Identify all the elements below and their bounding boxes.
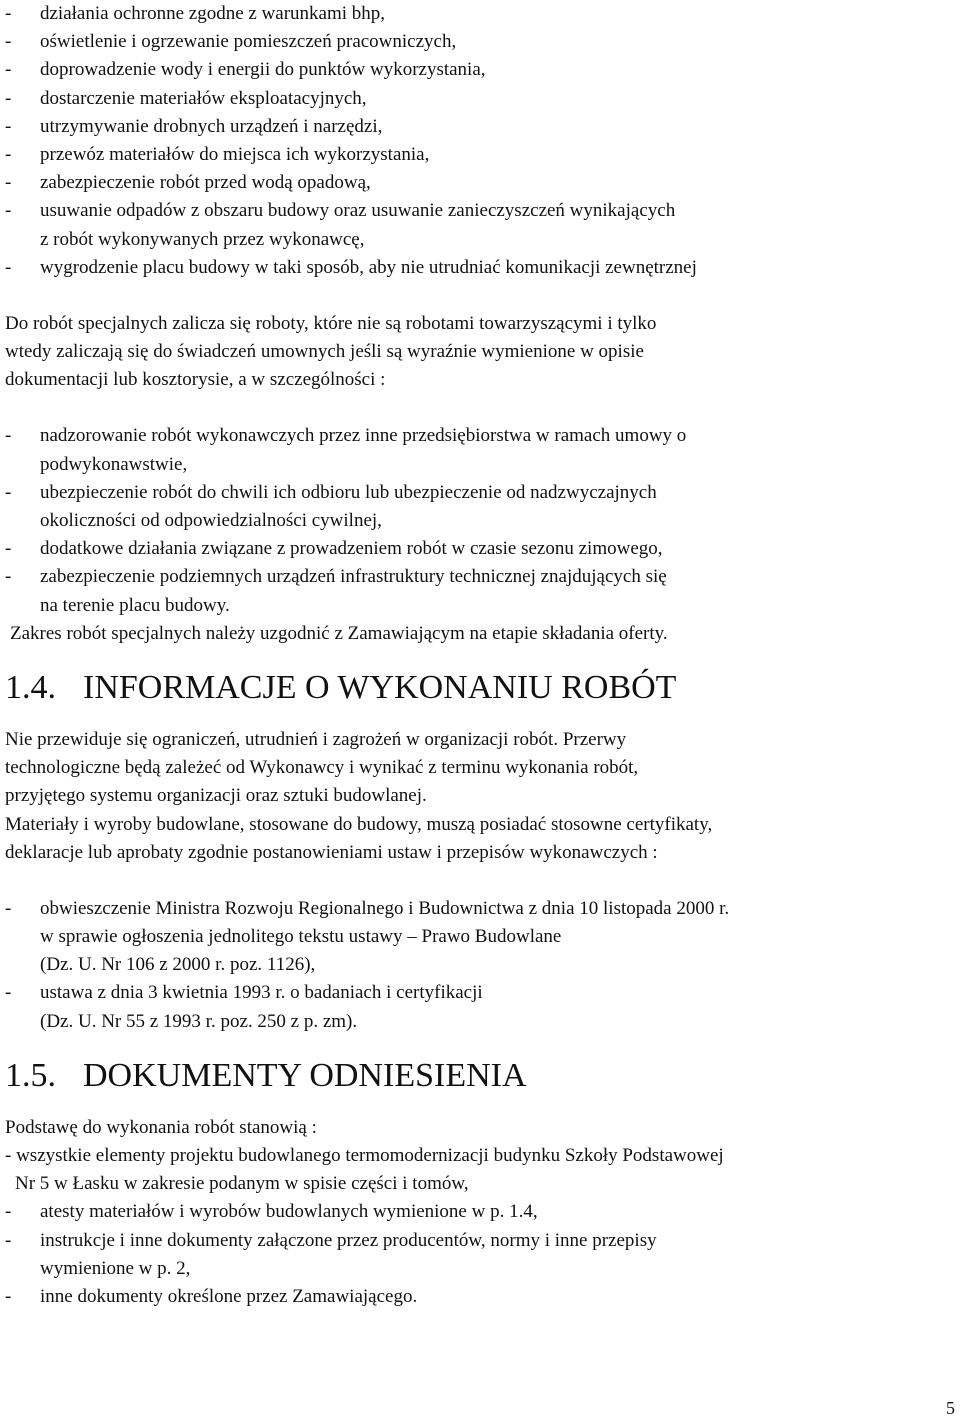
dash: - [5, 143, 12, 165]
list-item-text-cont: w sprawie ogłoszenia jednolitego tekstu ustawy – Prawo Budowlane [40, 926, 562, 948]
paragraph-line: Materiały i wyroby budowlane, stosowane do budowy, muszą posiadać stosowne certyfikaty, [5, 813, 713, 835]
list-item-text-cont: (Dz. U. Nr 55 z 1993 r. poz. 250 z p. zm). [40, 1010, 358, 1032]
list-item-text: doprowadzenie wody i energii do punktów wykorzystania, [40, 59, 486, 81]
list-item-text: przewóz materiałów do miejsca ich wykorzystania, [40, 143, 430, 165]
list-item [5, 56, 950, 84]
list-item-text-cont: na terenie placu budowy. [40, 594, 230, 616]
works-list [5, 0, 950, 282]
list-item [5, 563, 950, 619]
list-item-text: zabezpieczenie robót przed wodą opadową, [40, 172, 371, 194]
dash: - [5, 87, 12, 109]
list-item [5, 85, 950, 113]
list-item-text: instrukcje i inne dokumenty załączone przez producentów, normy i inne przepisy [40, 1229, 657, 1251]
paragraph-line: wtedy zaliczają się do świadczeń umownych jeśli są wyraźnie wymienione w opisie [5, 341, 644, 363]
dash: - [5, 115, 12, 137]
document-page [5, 0, 950, 1311]
list-item [5, 169, 950, 197]
list-item-text: działania ochronne zgodne z warunkami bhp, [40, 3, 386, 24]
dash: - [5, 425, 12, 447]
regulations-list [5, 895, 950, 1036]
paragraph-line: dokumentacji lub kosztorysie, a w szczególności : [5, 369, 386, 391]
list-item [5, 197, 950, 253]
list-item-text-cont: okoliczności od odpowiedzialności cywilnej, [40, 510, 382, 531]
list-item-text: obwieszczenie Ministra Rozwoju Regionalnego i Budownictwa z dnia 10 listopada 2000 r. [40, 897, 730, 919]
list-item-text: dostarczenie materiałów eksploatacyjnych, [40, 87, 367, 109]
list-item [5, 0, 950, 28]
list-item-text-cont: wymienione w p. 2, [40, 1257, 191, 1279]
section-title: DOKUMENTY ODNIESIENIA [83, 1056, 527, 1094]
list-item-text: inne dokumenty określone przez Zamawiającego. [40, 1285, 418, 1307]
list-item-text-cont: z robót wykonywanych przez wykonawcę, [40, 228, 365, 250]
list-item [5, 1198, 950, 1226]
paragraph-line: Do robót specjalnych zalicza się roboty, które nie są robotami towarzyszącymi i tylko [5, 312, 657, 334]
list-item-text: - wszystkie elementy projektu budowlanego termomodernizacji budynku Szkoły Podstawowej [5, 1145, 724, 1166]
reference-documents-list [5, 1142, 950, 1311]
list-item [5, 535, 950, 563]
list-item-text: ubezpieczenie robót do chwili ich odbioru lub ubezpieczenie od nadzwyczajnych [40, 481, 657, 503]
dash: - [5, 200, 12, 222]
dash: - [5, 481, 12, 503]
list-item [5, 28, 950, 56]
section-number: 1.4. [5, 668, 56, 706]
list-item [5, 141, 950, 169]
dash: - [5, 59, 12, 81]
paragraph-line: deklaracje lub aprobaty zgodnie postanowieniami ustaw i przepisów wykonawczych : [5, 841, 658, 863]
list-item [5, 254, 950, 282]
dash: - [5, 538, 12, 560]
special-works-list [5, 422, 950, 619]
list-item [5, 895, 950, 980]
list-item-text: ustawa z dnia 3 kwietnia 1993 r. o badaniach i certyfikacji [40, 982, 483, 1004]
paragraph-line: Nie przewiduje się ograniczeń, utrudnień i zagrożeń w organizacji robót. Przerwy [5, 728, 627, 750]
paragraph-line: przyjętego systemu organizacji oraz sztuki budowlanej. [5, 785, 427, 807]
dash: - [5, 897, 12, 919]
special-works-note: Zakres robót specjalnych należy uzgodnić z Zamawiającym na etapie składania oferty. [10, 622, 668, 644]
list-item [5, 1283, 950, 1311]
list-item-text: utrzymywanie drobnych urządzeń i narzędzi, [40, 115, 383, 137]
section-1-4-paragraph [5, 726, 950, 867]
list-item-text: wygrodzenie placu budowy w taki sposób, aby nie utrudniać komunikacji zewnętrznej [40, 256, 697, 278]
dash: - [5, 3, 12, 24]
section-number: 1.5. [5, 1056, 56, 1094]
section-1-5-intro: Podstawę do wykonania robót stanowią : [5, 1116, 317, 1138]
dash: - [5, 1285, 12, 1307]
dash: - [5, 982, 12, 1004]
section-title: INFORMACJE O WYKONANIU ROBÓT [83, 668, 677, 706]
list-item-text-cont: podwykonawstwie, [40, 453, 188, 475]
list-item [5, 479, 950, 535]
special-works-paragraph [5, 310, 950, 395]
list-item [5, 113, 950, 141]
section-heading-1-4 [5, 668, 950, 708]
list-item-text: usuwanie odpadów z obszaru budowy oraz usuwanie zanieczyszczeń wynikających [40, 200, 676, 222]
list-item [5, 422, 950, 478]
paragraph-line: technologiczne będą zależeć od Wykonawcy i wynikać z terminu wykonania robót, [5, 757, 639, 779]
list-item [5, 979, 950, 1035]
list-item-text: zabezpieczenie podziemnych urządzeń infrastruktury technicznej znajdujących się [40, 566, 667, 588]
list-item-text-cont: Nr 5 w Łasku w zakresie podanym w spisie części i tomów, [15, 1173, 469, 1195]
dash: - [5, 1229, 12, 1251]
list-item-text: oświetlenie i ogrzewanie pomieszczeń pracowniczych, [40, 31, 457, 53]
list-item-text: atesty materiałów i wyrobów budowlanych wymienione w p. 1.4, [40, 1201, 538, 1223]
dash: - [5, 172, 12, 194]
dash: - [5, 256, 12, 278]
list-item-text: dodatkowe działania związane z prowadzeniem robót w czasie sezonu zimowego, [40, 538, 663, 560]
list-item [5, 1142, 950, 1198]
page-number: 5 [946, 1398, 955, 1418]
section-heading-1-5 [5, 1056, 950, 1096]
dash: - [5, 1201, 12, 1223]
dash: - [5, 31, 12, 53]
list-item-text: nadzorowanie robót wykonawczych przez inne przedsiębiorstwa w ramach umowy o [40, 425, 687, 447]
list-item-text-cont: (Dz. U. Nr 106 z 2000 r. poz. 1126), [40, 954, 316, 976]
dash: - [5, 566, 12, 588]
list-item [5, 1227, 950, 1283]
